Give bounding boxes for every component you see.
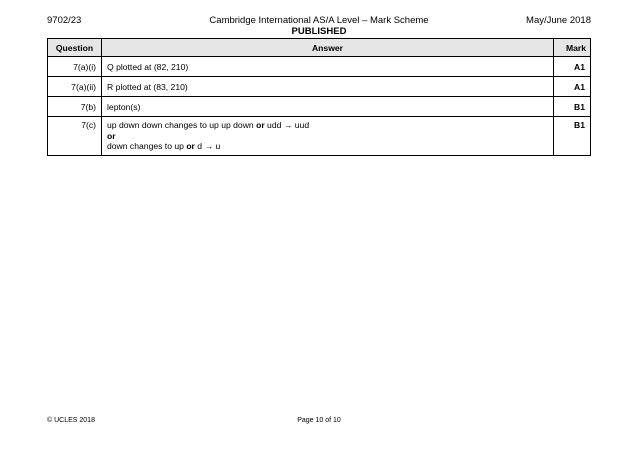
question-number: 7(b) xyxy=(48,97,102,117)
answer-text: R plotted at (83, 210) xyxy=(102,77,554,97)
mark-code: B1 xyxy=(554,97,591,117)
answer-text xyxy=(102,117,554,156)
or-keyword: or xyxy=(186,141,195,151)
column-header-answer: Answer xyxy=(102,39,554,57)
answer-fragment: d → u xyxy=(194,141,221,151)
table-row xyxy=(48,97,591,117)
table-row xyxy=(48,57,591,77)
column-header-question: Question xyxy=(48,39,102,57)
mark-code: A1 xyxy=(554,57,591,77)
answer-line xyxy=(107,120,548,131)
table-row xyxy=(48,77,591,97)
answer-fragment: up down down changes to up up down xyxy=(107,120,257,130)
question-number: 7(c) xyxy=(48,117,102,156)
or-keyword: or xyxy=(107,130,116,141)
mark-code: A1 xyxy=(554,77,591,97)
table-row xyxy=(48,117,591,156)
answer-line xyxy=(107,141,548,152)
question-number: 7(a)(ii) xyxy=(48,77,102,97)
column-header-mark: Mark xyxy=(554,39,591,57)
published-label: PUBLISHED xyxy=(291,26,347,37)
mark-scheme-table xyxy=(47,38,591,156)
mark-code: B1 xyxy=(554,117,591,156)
table-header-row xyxy=(48,39,591,57)
page-number: Page 10 of 10 xyxy=(297,417,341,424)
answer-fragment: udd → uud xyxy=(264,120,310,130)
paper-code: 9702/23 xyxy=(47,15,82,26)
or-keyword: or xyxy=(256,120,265,130)
exam-session: May/June 2018 xyxy=(526,15,591,26)
copyright-notice: © UCLES 2018 xyxy=(47,417,95,424)
answer-line xyxy=(107,131,548,142)
answer-text: lepton(s) xyxy=(102,97,554,117)
answer-text: Q plotted at (82, 210) xyxy=(102,57,554,77)
document-title: Cambridge International AS/A Level – Mark Scheme xyxy=(209,15,429,26)
answer-fragment: down changes to up xyxy=(107,141,187,151)
question-number: 7(a)(i) xyxy=(48,57,102,77)
